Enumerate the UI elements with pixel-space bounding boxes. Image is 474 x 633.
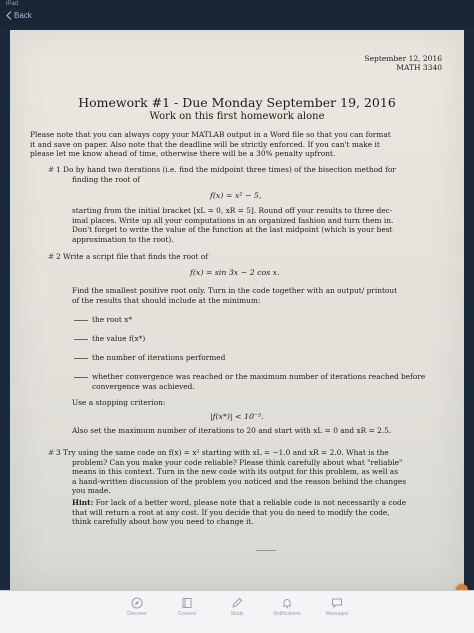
problem-1-mark: # [48, 165, 55, 174]
chat-icon [331, 597, 343, 609]
problem-1-body [72, 206, 442, 244]
hint-line: that will return a root at any cost. If you decide that you do need to modify the code, [72, 507, 390, 517]
tab-label: Courses [177, 611, 197, 617]
hint-paragraph [72, 498, 442, 527]
problem-2-mark: # [48, 252, 55, 261]
compass-icon [131, 597, 143, 609]
book-icon [181, 597, 193, 609]
pencil-icon [231, 597, 243, 609]
problem-1-line: starting from the initial bracket [xL = 0, xR = 5]. Round off your results to three dec- [72, 206, 393, 215]
homework-document [10, 30, 464, 590]
problem-1-line: Don't forget to write the value of the function at the last midpoint (which is your best [72, 225, 393, 235]
problem-2-body [72, 286, 442, 305]
hint-line: think carefully about how you need to change it. [72, 517, 254, 527]
problem-3-line: a hand-written discussion of the problem you noticed and the reason behind the changes [72, 476, 407, 486]
problem-1-intro [56, 165, 442, 184]
hint-label: Hint: [72, 498, 94, 507]
problem-3-line: 3 Try using the same code on f(x) = x² starting with xL = −1.0 and xR = 2.0. What is the [56, 448, 389, 457]
problem-1-equation: f(x) = x² − 5, [210, 191, 262, 200]
intro-line: please let me know ahead of time, otherwise there will be a 30% penalty upfront. [30, 149, 336, 159]
problem-2-line: Find the smallest positive root only. Turn in the code together with an output/ printout [72, 286, 398, 295]
end-rule [256, 550, 276, 551]
tab-label: Discover [127, 611, 147, 617]
tab-label: Study [230, 611, 244, 617]
intro-line: it and save on paper. Also note that the deadline will be strictly enforced. If you can't make it [30, 139, 380, 149]
tab-messages[interactable] [307, 597, 367, 617]
tab-bar [0, 590, 474, 633]
page-subtitle: Work on this first homework alone [149, 111, 325, 122]
stopping-criterion-equation: |f(x*)| < 10⁻⁵. [210, 412, 264, 421]
problem-3-body [56, 448, 442, 496]
problem-3-line: problem? Can you make your code reliable? Please think carefully about what "reliable" [72, 457, 403, 467]
back-label: Back [14, 11, 32, 20]
tab-label: Notifications [273, 611, 301, 617]
problem-2-line: of the results that should include at the minimum: [72, 295, 261, 305]
problem-2-equation: f(x) = sin 3x − 2 cos x. [190, 268, 280, 277]
status-bar-label: iPad [6, 1, 19, 7]
problem-2-final: Also set the maximum number of iterations to 20 and start with xL = 0 and xR = 2.5. [72, 426, 392, 435]
problem-1-line: imal places. Write up all your computations in an organized fashion and turn them in. [72, 215, 394, 225]
requirement-item: the number of iterations performed [92, 353, 226, 362]
back-button[interactable] [6, 11, 32, 20]
header-date: September 12, 2016 [364, 54, 442, 63]
problem-1-line: finding the root of [72, 174, 141, 184]
header-course: MATH 3340 [396, 63, 442, 72]
bullet-dash [74, 377, 88, 378]
bullet-dash [74, 339, 88, 340]
hint-text: For lack of a better word, please note that a reliable code is not necessarily a code [93, 498, 407, 507]
requirement-item [92, 372, 442, 391]
requirement-line: whether convergence was reached or the maximum number of iterations reached before [92, 372, 426, 381]
problem-3-line: means in this context. Turn in the new code with its output for this problem, as well as [72, 467, 398, 477]
header-block [364, 54, 442, 72]
problem-3-line: you made. [72, 486, 111, 496]
page-title: Homework #1 - Due Monday September 19, 2016 [78, 95, 396, 110]
intro-line: Please note that you can always copy your MATLAB output in a Word file so that you can format [30, 130, 391, 139]
requirement-item: the value f(x*) [92, 334, 146, 343]
chevron-left-icon [6, 11, 12, 20]
problem-2-intro: 2 Write a script file that finds the root of [56, 252, 208, 261]
stopping-criterion-label: Use a stopping criterion: [72, 398, 166, 407]
hint-line [72, 498, 442, 508]
bullet-dash [74, 320, 88, 321]
top-bar [0, 0, 474, 28]
problem-1-line: approximation to the root). [72, 234, 174, 244]
requirement-item: the root x* [92, 315, 133, 324]
problem-1-line: 1 Do by hand two iterations (i.e. find the midpoint three times) of the bisection method for [56, 165, 396, 174]
bell-icon [281, 597, 293, 609]
problem-3-mark: # [48, 448, 55, 457]
tab-label: Messages [325, 611, 349, 617]
intro-paragraph [30, 130, 442, 159]
requirement-line: convergence was achieved. [92, 381, 195, 391]
bullet-dash [74, 358, 88, 359]
